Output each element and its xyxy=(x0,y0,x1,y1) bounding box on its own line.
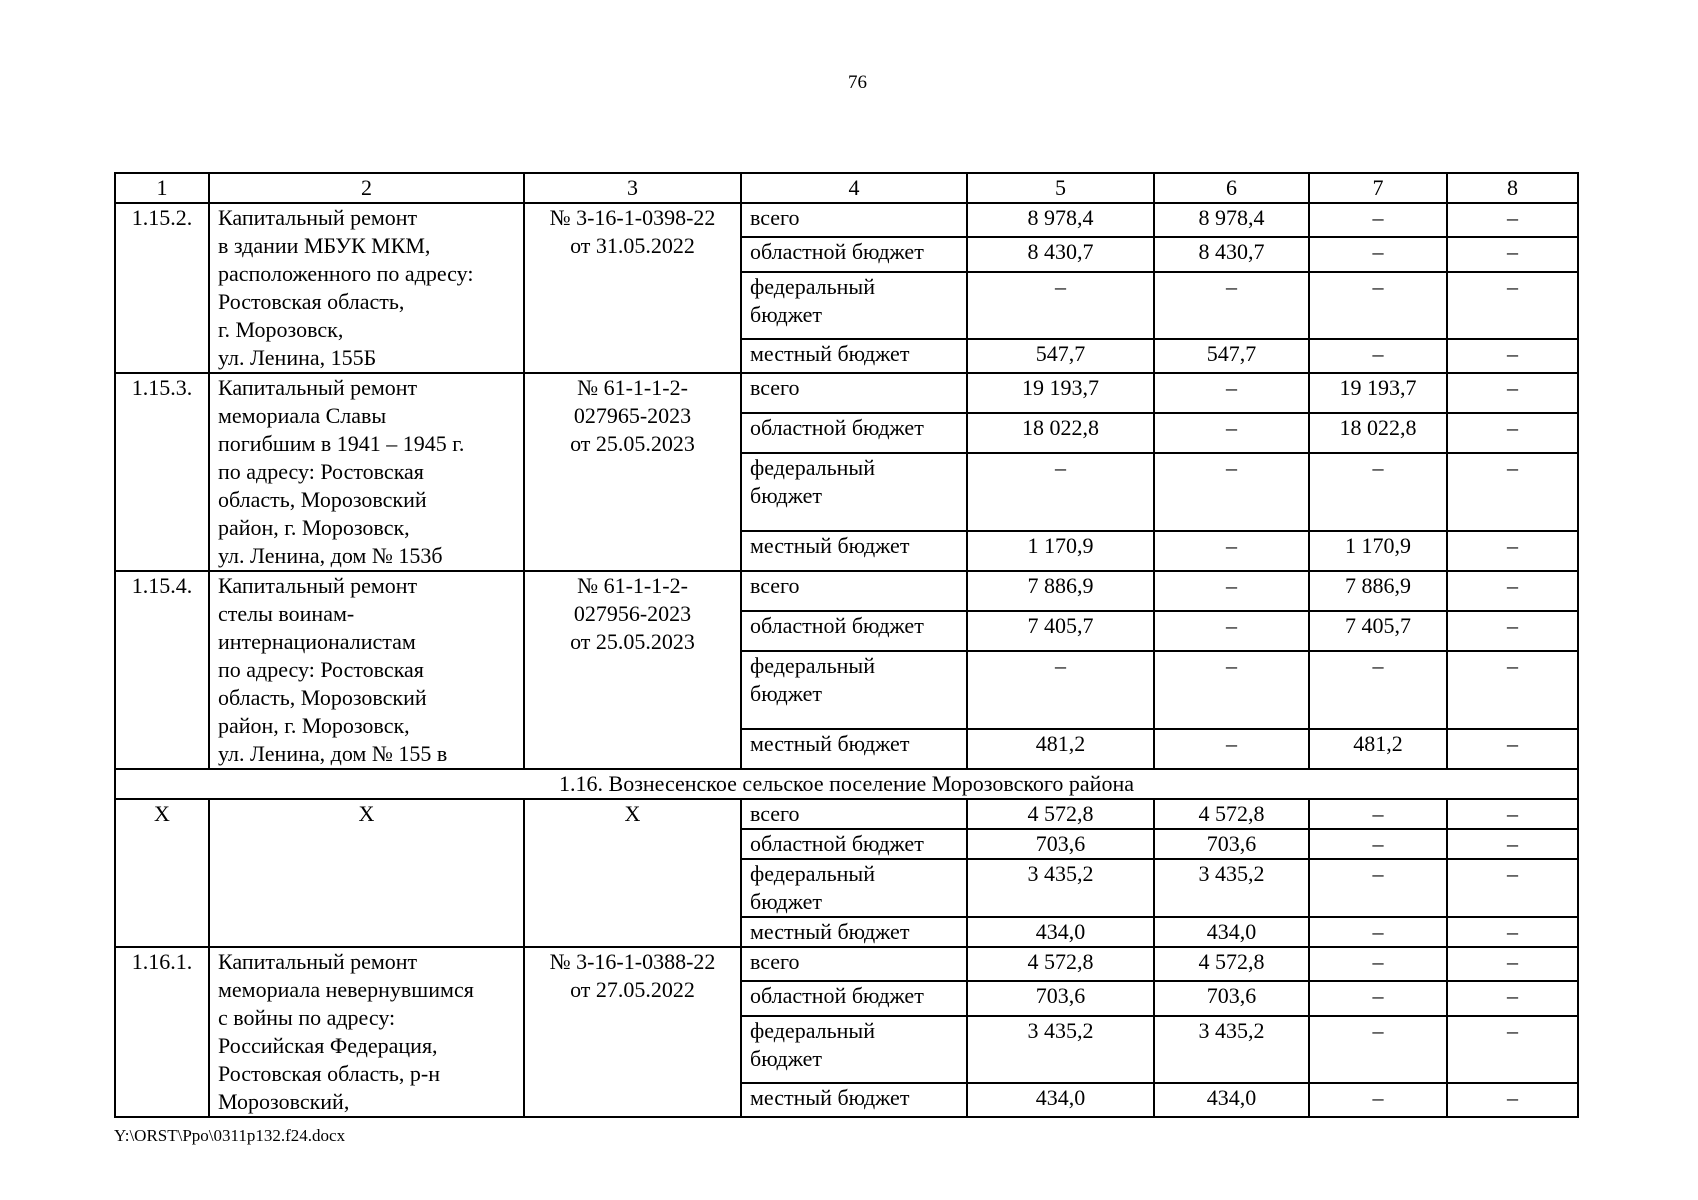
value-c8: – xyxy=(1447,531,1578,571)
value-c6: – xyxy=(1154,531,1309,571)
table-row xyxy=(115,947,1578,981)
funding-source: областной бюджет xyxy=(741,413,967,453)
value-c7: – xyxy=(1309,799,1447,829)
value-c8: – xyxy=(1447,272,1578,339)
value-c7: – xyxy=(1309,917,1447,947)
value-c5: 8 978,4 xyxy=(967,203,1154,237)
item-document: № 61-1-1-2- 027956-2023 от 25.05.2023 xyxy=(524,571,741,769)
value-c7: – xyxy=(1309,947,1447,981)
item-description: Капитальный ремонт мемориала Славы погибшим в 1941 – 1945 г. по адресу: Ростовская область, Морозовский район, г. Морозовск, ул. Ленина, дом № 153б xyxy=(209,373,524,571)
value-c6: – xyxy=(1154,373,1309,413)
value-c8: – xyxy=(1447,981,1578,1015)
value-c6: – xyxy=(1154,651,1309,729)
section-title: 1.16. Вознесенское сельское поселение Морозовского района xyxy=(115,769,1578,799)
column-header-3: 3 xyxy=(524,173,741,203)
value-c5: 7 886,9 xyxy=(967,571,1154,611)
item-number: 1.15.2. xyxy=(115,203,209,373)
funding-source: всего xyxy=(741,203,967,237)
funding-source: местный бюджет xyxy=(741,339,967,373)
value-c8: – xyxy=(1447,917,1578,947)
value-c5: – xyxy=(967,272,1154,339)
value-c6: – xyxy=(1154,272,1309,339)
value-c8: – xyxy=(1447,1016,1578,1083)
value-c7: 7 886,9 xyxy=(1309,571,1447,611)
value-c5: 703,6 xyxy=(967,981,1154,1015)
value-c7: – xyxy=(1309,829,1447,859)
value-c5: 481,2 xyxy=(967,729,1154,769)
value-c8: – xyxy=(1447,611,1578,651)
column-header-7: 7 xyxy=(1309,173,1447,203)
item-document: № 3-16-1-0398-22 от 31.05.2022 xyxy=(524,203,741,373)
value-c7: 19 193,7 xyxy=(1309,373,1447,413)
value-c8: – xyxy=(1447,339,1578,373)
value-c6: 547,7 xyxy=(1154,339,1309,373)
value-c6: 8 430,7 xyxy=(1154,237,1309,271)
value-c6: 3 435,2 xyxy=(1154,859,1309,917)
funding-source: местный бюджет xyxy=(741,917,967,947)
value-c7: – xyxy=(1309,1083,1447,1117)
value-c6: – xyxy=(1154,729,1309,769)
value-c8: – xyxy=(1447,373,1578,413)
value-c7: – xyxy=(1309,651,1447,729)
item-number: Х xyxy=(115,799,209,947)
value-c8: – xyxy=(1447,829,1578,859)
section-row xyxy=(115,769,1578,799)
value-c6: – xyxy=(1154,611,1309,651)
item-description: Капитальный ремонт мемориала невернувшимся с войны по адресу: Российская Федерация, Ростовская область, р-н Морозовский, xyxy=(209,947,524,1117)
item-description: Капитальный ремонт стелы воинам- интернационалистам по адресу: Ростовская область, Морозовский район, г. Морозовск, ул. Ленина, дом № 155 в xyxy=(209,571,524,769)
column-header-5: 5 xyxy=(967,173,1154,203)
page-number: 76 xyxy=(848,72,867,93)
funding-source: областной бюджет xyxy=(741,611,967,651)
value-c5: 19 193,7 xyxy=(967,373,1154,413)
value-c5: 18 022,8 xyxy=(967,413,1154,453)
value-c8: – xyxy=(1447,237,1578,271)
funding-source: областной бюджет xyxy=(741,237,967,271)
item-document: № 61-1-1-2- 027965-2023 от 25.05.2023 xyxy=(524,373,741,571)
value-c8: – xyxy=(1447,413,1578,453)
value-c7: – xyxy=(1309,237,1447,271)
table-row xyxy=(115,203,1578,237)
column-header-2: 2 xyxy=(209,173,524,203)
funding-source: федеральный бюджет xyxy=(741,651,967,729)
budget-table xyxy=(114,172,1579,1118)
value-c8: – xyxy=(1447,729,1578,769)
table-row xyxy=(115,373,1578,413)
value-c6: – xyxy=(1154,413,1309,453)
funding-source: всего xyxy=(741,799,967,829)
value-c5: 434,0 xyxy=(967,917,1154,947)
column-header-8: 8 xyxy=(1447,173,1578,203)
value-c7: – xyxy=(1309,1016,1447,1083)
item-document: Х xyxy=(524,799,741,947)
value-c6: 703,6 xyxy=(1154,829,1309,859)
funding-source: областной бюджет xyxy=(741,981,967,1015)
footer-file-path: Y:\ORST\Ppo\0311p132.f24.docx xyxy=(114,1126,346,1145)
value-c5: 8 430,7 xyxy=(967,237,1154,271)
funding-source: федеральный бюджет xyxy=(741,1016,967,1083)
value-c7: – xyxy=(1309,981,1447,1015)
value-c6: 434,0 xyxy=(1154,917,1309,947)
value-c5: 434,0 xyxy=(967,1083,1154,1117)
value-c7: 481,2 xyxy=(1309,729,1447,769)
value-c5: – xyxy=(967,651,1154,729)
funding-source: местный бюджет xyxy=(741,729,967,769)
funding-source: всего xyxy=(741,373,967,413)
header-row xyxy=(115,173,1578,203)
column-header-6: 6 xyxy=(1154,173,1309,203)
value-c7: – xyxy=(1309,203,1447,237)
funding-source: местный бюджет xyxy=(741,1083,967,1117)
value-c5: 7 405,7 xyxy=(967,611,1154,651)
table-body xyxy=(115,173,1578,1117)
value-c8: – xyxy=(1447,453,1578,531)
value-c7: 1 170,9 xyxy=(1309,531,1447,571)
value-c8: – xyxy=(1447,571,1578,611)
value-c5: 547,7 xyxy=(967,339,1154,373)
value-c6: 4 572,8 xyxy=(1154,799,1309,829)
value-c8: – xyxy=(1447,859,1578,917)
value-c6: 8 978,4 xyxy=(1154,203,1309,237)
funding-source: федеральный бюджет xyxy=(741,272,967,339)
column-header-4: 4 xyxy=(741,173,967,203)
funding-source: всего xyxy=(741,571,967,611)
value-c8: – xyxy=(1447,203,1578,237)
value-c5: 1 170,9 xyxy=(967,531,1154,571)
table-row xyxy=(115,571,1578,611)
value-c5: 4 572,8 xyxy=(967,799,1154,829)
value-c8: – xyxy=(1447,799,1578,829)
item-number: 1.15.4. xyxy=(115,571,209,769)
value-c5: 4 572,8 xyxy=(967,947,1154,981)
value-c7: – xyxy=(1309,453,1447,531)
value-c7: 7 405,7 xyxy=(1309,611,1447,651)
table-row xyxy=(115,799,1578,829)
value-c6: 703,6 xyxy=(1154,981,1309,1015)
item-number: 1.15.3. xyxy=(115,373,209,571)
item-document: № 3-16-1-0388-22 от 27.05.2022 xyxy=(524,947,741,1117)
value-c5: 3 435,2 xyxy=(967,1016,1154,1083)
value-c7: – xyxy=(1309,272,1447,339)
value-c6: 3 435,2 xyxy=(1154,1016,1309,1083)
funding-source: областной бюджет xyxy=(741,829,967,859)
item-number: 1.16.1. xyxy=(115,947,209,1117)
value-c6: 4 572,8 xyxy=(1154,947,1309,981)
value-c8: – xyxy=(1447,947,1578,981)
funding-source: федеральный бюджет xyxy=(741,453,967,531)
funding-source: федеральный бюджет xyxy=(741,859,967,917)
value-c7: – xyxy=(1309,859,1447,917)
value-c6: 434,0 xyxy=(1154,1083,1309,1117)
value-c8: – xyxy=(1447,1083,1578,1117)
value-c7: – xyxy=(1309,339,1447,373)
value-c5: 703,6 xyxy=(967,829,1154,859)
item-description: Капитальный ремонт в здании МБУК МКМ, расположенного по адресу: Ростовская область, г. Морозовск, ул. Ленина, 155Б xyxy=(209,203,524,373)
value-c5: 3 435,2 xyxy=(967,859,1154,917)
value-c5: – xyxy=(967,453,1154,531)
funding-source: местный бюджет xyxy=(741,531,967,571)
value-c6: – xyxy=(1154,571,1309,611)
column-header-1: 1 xyxy=(115,173,209,203)
value-c6: – xyxy=(1154,453,1309,531)
item-description: Х xyxy=(209,799,524,947)
funding-source: всего xyxy=(741,947,967,981)
value-c7: 18 022,8 xyxy=(1309,413,1447,453)
value-c8: – xyxy=(1447,651,1578,729)
